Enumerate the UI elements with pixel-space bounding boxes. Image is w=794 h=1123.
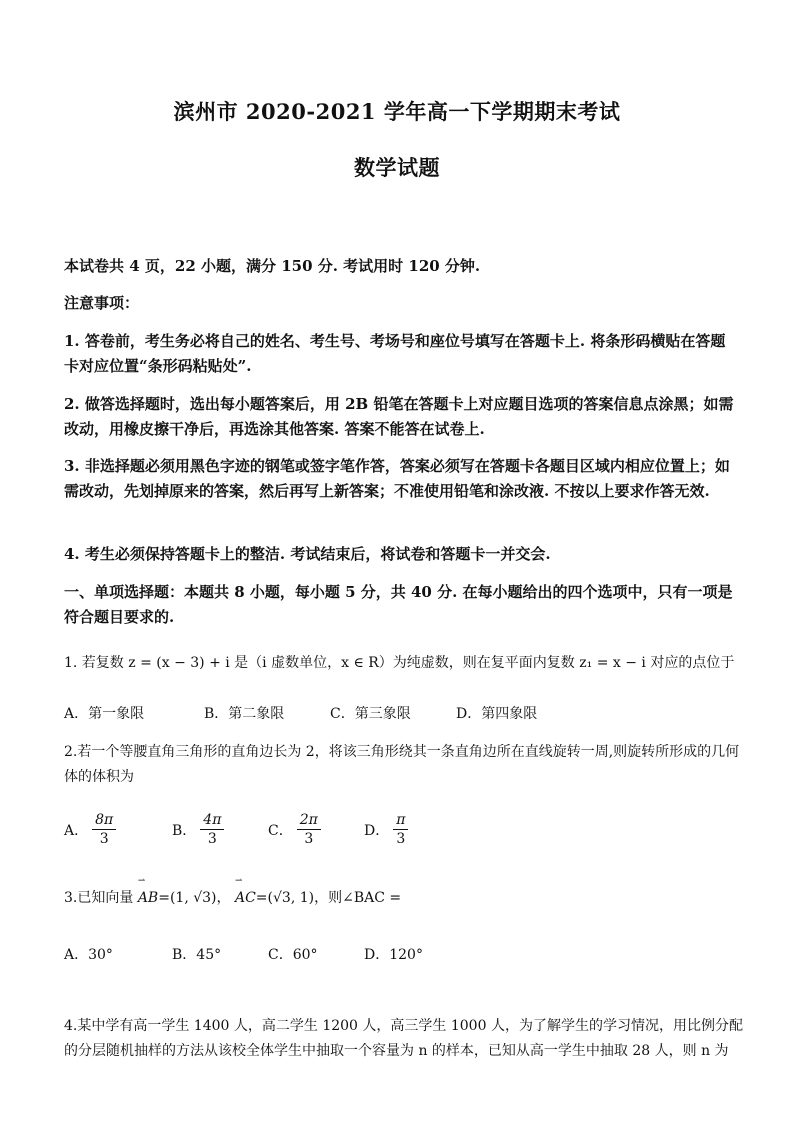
- option-d: D．120°: [364, 947, 423, 963]
- question-3-options: [64, 944, 744, 964]
- section-heading: 一、单项选择题：本题共 8 小题，每小题 5 分，共 40 分. 在每小题给出的四个选项中，只有一项是符合题目要求的.: [64, 583, 733, 626]
- option-c: [268, 812, 364, 847]
- vector-ab: [137, 876, 159, 911]
- fraction-numerator: 8π: [92, 812, 116, 830]
- option-b: B．第二象限: [204, 706, 285, 722]
- option-label: A．: [64, 822, 89, 839]
- vector-arrow-icon: ⇀: [137, 876, 145, 886]
- option-a: A．30°: [64, 947, 113, 963]
- option-label: D．: [364, 822, 390, 839]
- option-d: D．第四象限: [456, 706, 538, 722]
- exam-summary: 本试卷共 4 页，22 小题，满分 150 分. 考试用时 120 分钟.: [64, 257, 481, 275]
- option-a: [64, 812, 172, 847]
- question-1-options: [64, 703, 744, 723]
- question-3-prefix: 3.已知向量: [64, 890, 134, 906]
- notice-item-2: 2. 做答选择题时，选出每小题答案后，用 2B 铅笔在答题卡上对应题目选项的答案信息点涂黑；如需改动，用橡皮擦干净后，再选涂其他答案. 答案不能答在试卷上.: [64, 395, 734, 438]
- vector-ab-name: AB: [137, 890, 159, 906]
- vector-ac-value: =(√3, 1)，则∠BAC =: [255, 890, 402, 906]
- option-b: [172, 812, 268, 847]
- notice-item-4: 4. 考生必须保持答题卡上的整洁. 考试结束后，将试卷和答题卡一并交会.: [64, 545, 551, 563]
- notice-heading: 注意事项：: [64, 294, 140, 312]
- fraction-denominator: 3: [99, 831, 109, 847]
- fraction-denominator: 3: [207, 831, 217, 847]
- option-a: A．第一象限: [64, 706, 145, 722]
- fraction-numerator: 2π: [297, 812, 321, 830]
- exam-title: 滨州市 2020-2021 学年高一下学期期末考试: [173, 99, 621, 124]
- option-d: [364, 812, 408, 847]
- option-c: C．第三象限: [330, 706, 411, 722]
- option-b: B．45°: [172, 947, 222, 963]
- fraction-denominator: 3: [396, 831, 406, 847]
- fraction-numerator: 4π: [200, 812, 224, 830]
- question-2-options: [64, 812, 744, 847]
- question-3-stem: [64, 876, 744, 911]
- vector-ac: [234, 876, 256, 911]
- vector-ac-name: AC: [234, 890, 256, 906]
- vector-ab-value: =(1, √3)，: [158, 890, 231, 906]
- question-2-stem: 2.若一个等腰直角三角形的直角边长为 2，将该三角形绕其一条直角边所在直线旋转一周,则旋转所形成的几何体的体积为: [64, 744, 740, 785]
- fraction: [297, 812, 321, 847]
- vector-arrow-icon: ⇀: [234, 876, 242, 886]
- exam-subject: 数学试题: [354, 155, 440, 180]
- option-label: B．: [172, 822, 197, 839]
- notice-item-1: 1. 答卷前，考生务必将自己的姓名、考生号、考场号和座位号填写在答题卡上. 将条形码横贴在答题卡对应位置“条形码粘贴处”.: [64, 332, 726, 375]
- fraction-numerator: π: [393, 812, 408, 830]
- question-1-stem: 1. 若复数 z = (x − 3) + i 是（i 虚数单位，x ∈ R）为纯虚数，则在复平面内复数 z₁ = x − i 对应的点位于: [64, 655, 735, 671]
- fraction-denominator: 3: [304, 831, 314, 847]
- question-4-stem: 4.某中学有高一学生 1400 人，高二学生 1200 人，高三学生 1000 人，为了解学生的学习情况，用比例分配的分层随机抽样的方法从该校全体学生中抽取一个容量为 n 的样本，已知从高一学生中抽取 28 人，则 n 为: [64, 1018, 743, 1059]
- notice-item-3: 3. 非选择题必须用黑色字迹的钢笔或签字笔作答，答案必须写在答题卡各题目区域内相应位置上；如需改动，先划掉原来的答案，然后再写上新答案；不准使用铅笔和涂改液. 不按以上要求作答无效.: [64, 457, 730, 500]
- option-label: C．: [268, 822, 293, 839]
- fraction: [92, 812, 116, 847]
- fraction: [393, 812, 408, 847]
- option-c: C．60°: [268, 947, 318, 963]
- fraction: [200, 812, 224, 847]
